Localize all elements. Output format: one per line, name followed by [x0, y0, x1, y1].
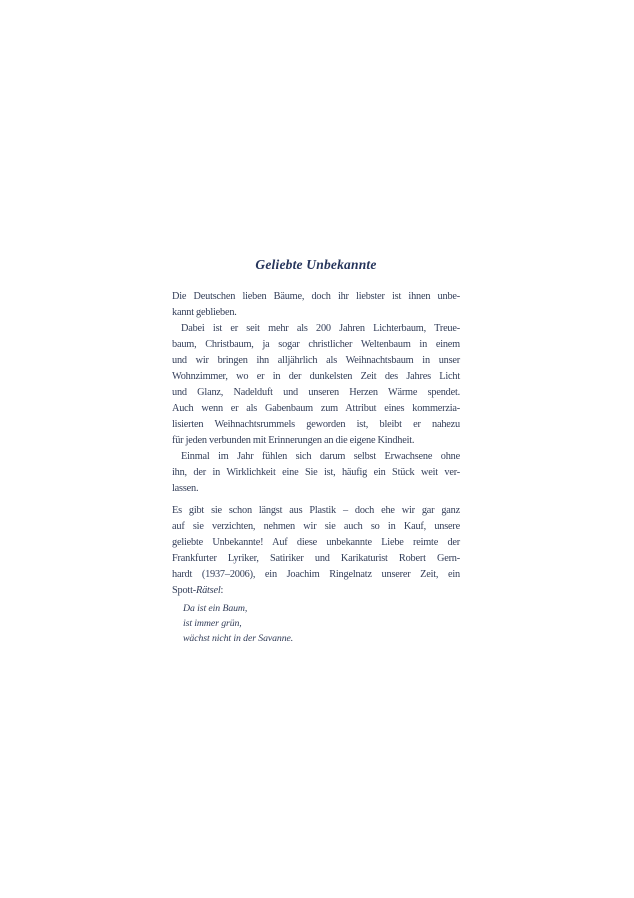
italic-text: Rätsel [195, 585, 221, 596]
text-line: kannt geblieben. [172, 307, 237, 318]
text-line: Es gibt sie schon längst aus Plastik – doch ehe wir gar ganz [172, 505, 460, 516]
text-line: baum, Christbaum, ja sogar christlicher Weltenbaum in einem [172, 339, 460, 350]
plain-text: Spott- [172, 585, 196, 596]
text-line: lassen. [172, 483, 199, 494]
chapter-title: Geliebte Unbekannte [255, 257, 377, 272]
poem-line: Da ist ein Baum, [183, 603, 248, 614]
poem [172, 601, 460, 646]
paragraph [172, 289, 460, 321]
body-text [172, 289, 460, 599]
text-line: Frankfurter Lyriker, Satiriker und Karikaturist Robert Gern- [172, 553, 460, 564]
plain-text: : [220, 585, 224, 596]
text-line: hardt (1937–2006), ein Joachim Ringelnatz unserer Zeit, ein [172, 569, 460, 580]
text-line: für jeden verbunden mit Erinnerungen an die eigene Kindheit. [172, 435, 415, 446]
text-line: Die Deutschen lieben Bäume, doch ihr liebster ist ihnen unbe- [172, 291, 460, 302]
text-line: Einmal im Jahr fühlen sich darum selbst Erwachsene ohne [181, 451, 460, 462]
text-line: Dabei ist er seit mehr als 200 Jahren Lichterbaum, Treue- [181, 323, 460, 334]
text-line: und Glanz, Nadelduft und unseren Herzen Wärme spendet. [172, 387, 460, 398]
text-line [172, 583, 460, 599]
text-line: Wohnzimmer, wo er in der dunkelsten Zeit des Jahres Licht [172, 371, 460, 382]
text-line: lisierten Weihnachtsrummels geworden ist, bleibt er nahezu [172, 419, 460, 430]
paragraph [172, 503, 460, 599]
text-line: Auch wenn er als Gabenbaum zum Attribut eines kommerzia- [172, 403, 460, 414]
paragraph [172, 449, 460, 497]
paragraph [172, 321, 460, 449]
text-block [172, 257, 460, 646]
text-line: und wir bringen ihn alljährlich als Weihnachtsbaum in unser [172, 355, 460, 366]
poem-line: wächst nicht in der Savanne. [183, 633, 294, 644]
poem-line: ist immer grün, [183, 618, 242, 629]
text-line: geliebte Unbekannte! Auf diese unbekannte Liebe reimte der [172, 537, 460, 548]
text-line: auf sie verzichten, nehmen wir sie auch so in Kauf, unsere [172, 521, 460, 532]
text-line: ihn, der in Wirklichkeit eine Sie ist, häufig ein Stück weit ver- [172, 467, 460, 478]
